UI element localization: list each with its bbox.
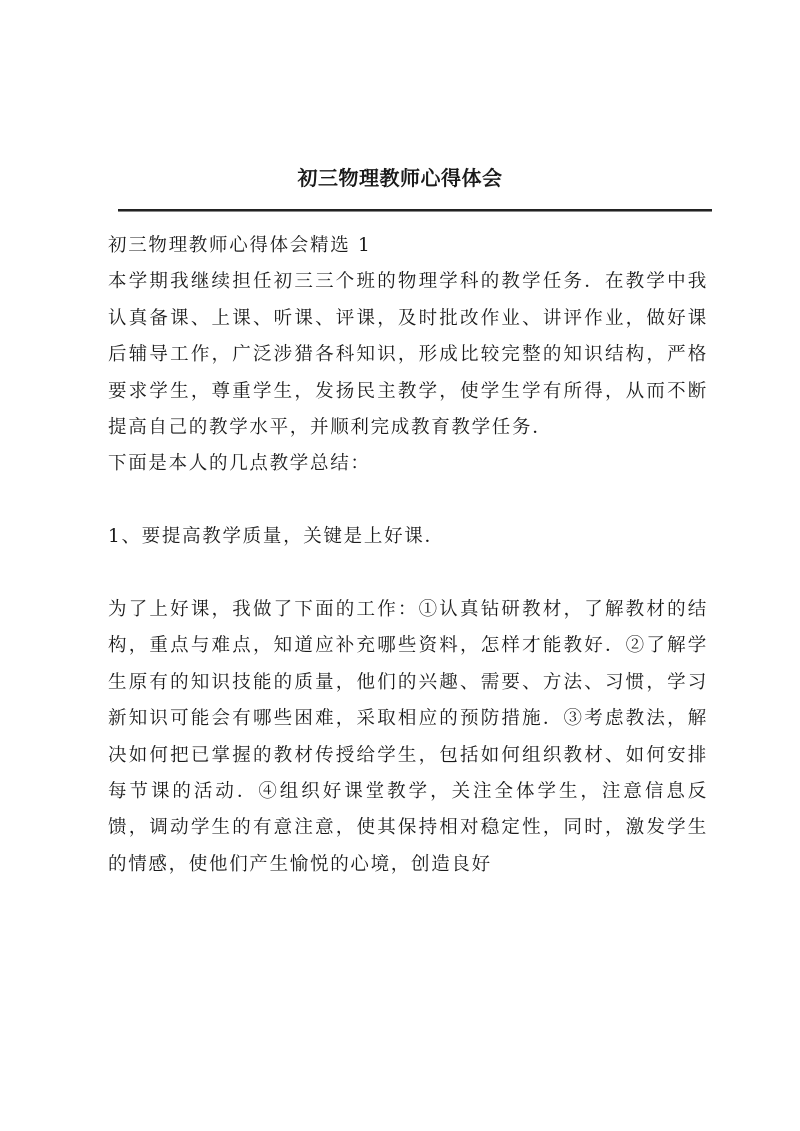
document-body xyxy=(108,228,708,883)
paragraph-spacer xyxy=(108,556,708,592)
paragraph-spacer xyxy=(108,483,708,519)
section-heading: 初三物理教师心得体会精选 1 xyxy=(108,235,372,256)
document-title: 初三物理教师心得体会 xyxy=(297,166,503,190)
body-paragraph-lesson-prep: 为了上好课，我做了下面的工作：①认真钻研教材，了解教材的结构，重点与难点，知道应补充哪些资料，怎样才能教好．②了解学生原有的知识技能的质量，他们的兴趣、需要、方法、习惯，学习新知识可能会有哪些困难，采取相应的预防措施．③考虑教法，解决如何把已掌握的教材传授给学生，包括如何组织教材、如何安排每节课的活动．④组织好课堂教学，关注全体学生，注意信息反馈，调动学生的有意注意，使其保持相对稳定性，同时，激发学生的情感，使他们产生愉悦的心境，创造良好 xyxy=(108,599,708,875)
body-paragraph-intro: 本学期我继续担任初三三个班的物理学科的教学任务．在教学中我认真备课、上课、听课、评课，及时批改作业、讲评作业，做好课后辅导工作，广泛涉猎各科知识，形成比较完整的知识结构，严格要求学生，尊重学生，发扬民主教学，使学生学有所得，从而不断提高自己的教学水平，并顺利完成教育教学任务． xyxy=(108,271,708,439)
numbered-point-1: 1、要提高教学质量，关键是上好课． xyxy=(108,526,445,548)
title-divider xyxy=(118,209,712,211)
body-paragraph-summary-lead: 下面是本人的几点教学总结： xyxy=(108,453,371,475)
